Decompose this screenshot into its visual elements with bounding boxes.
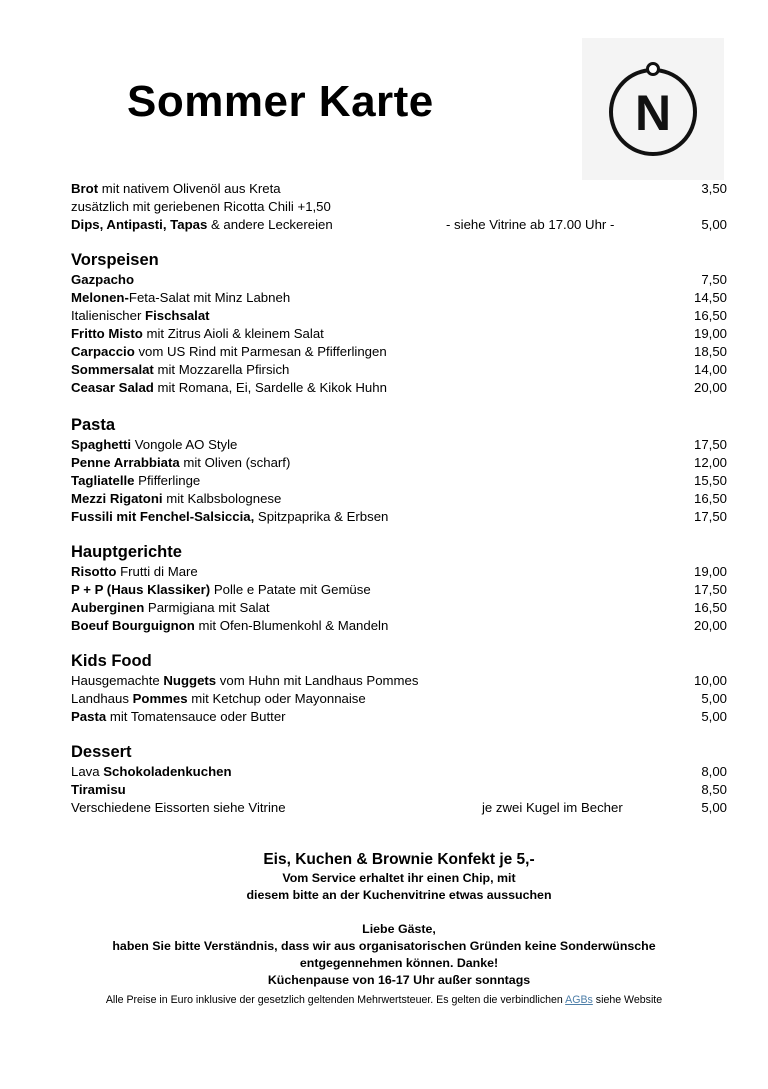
item-name: Fritto Misto	[71, 326, 143, 341]
section-title: Pasta	[71, 416, 116, 434]
item-desc: mit Romana, Ei, Sardelle & Kikok Huhn	[153, 380, 387, 395]
legal-suffix: siehe Website	[592, 994, 663, 1006]
item-price: 10,00	[693, 673, 727, 688]
item-desc: Spitzpaprika & Erbsen	[254, 509, 389, 524]
n-logo-icon	[582, 38, 724, 180]
menu-item	[71, 436, 727, 454]
item-price: 19,00	[693, 326, 727, 341]
menu-item	[71, 271, 727, 289]
legal-text: Alle Preise in Euro inklusive der gesetzlich geltenden Mehrwertsteuer. Es gelten die verbindlichen	[105, 994, 566, 1006]
item-name: Nuggets	[163, 673, 217, 688]
menu-item	[71, 454, 727, 472]
item-desc: Feta-Salat mit Minz Labneh	[128, 290, 291, 305]
section-title: Dessert	[71, 743, 132, 761]
item-price: 14,50	[693, 290, 727, 305]
item-price: 7,50	[701, 272, 727, 287]
footer-line: haben Sie bitte Verständnis, dass wir aus organisatorischen Gründen keine Sonderwünsche	[112, 939, 656, 953]
item-desc: mit Tomatensauce oder Butter	[106, 709, 286, 724]
item-price: 5,00	[701, 691, 727, 706]
menu-item	[71, 508, 727, 526]
menu	[71, 180, 727, 817]
item-name: Penne Arrabbiata	[71, 455, 180, 470]
menu-item	[71, 599, 727, 617]
item-prefix: Hausgemachte	[71, 673, 164, 688]
item-name: Sommersalat	[71, 362, 154, 377]
item-name: Mezzi Rigatoni	[71, 491, 163, 506]
item-name: Fischsalat	[145, 308, 210, 323]
item-desc: mit Mozzarella Pfirsich	[153, 362, 290, 377]
menu-item	[71, 490, 727, 508]
item-name: Gazpacho	[71, 272, 135, 287]
item-prefix: Italienischer	[71, 308, 146, 323]
item-prefix: Verschiedene Eissorten siehe Vitrine	[71, 800, 286, 815]
item-desc: Parmigiana mit Salat	[144, 600, 270, 615]
menu-item	[71, 672, 727, 690]
menu-item	[71, 216, 727, 234]
menu-item	[71, 379, 727, 397]
logo	[582, 38, 724, 180]
item-price: 14,00	[693, 362, 727, 377]
menu-item	[71, 799, 727, 817]
footer	[0, 850, 768, 989]
item-name: Melonen-	[71, 290, 129, 305]
item-price: 8,00	[701, 764, 727, 779]
item-name: Pommes	[132, 691, 188, 706]
item-name: Pasta	[71, 709, 107, 724]
footer-line: Vom Service erhaltet ihr einen Chip, mit	[282, 871, 516, 885]
menu-item	[71, 690, 727, 708]
item-price: 18,50	[693, 344, 727, 359]
legal-note	[0, 993, 768, 1007]
section-title: Kids Food	[71, 652, 152, 670]
agb-link[interactable]: AGBs	[565, 994, 593, 1006]
item-price: 16,50	[693, 600, 727, 615]
item-price: 5,00	[701, 217, 727, 232]
item-name: Tiramisu	[71, 782, 126, 797]
item-note: je zwei Kugel im Becher	[482, 800, 623, 815]
item-name: Schokoladenkuchen	[103, 764, 232, 779]
item-desc: Polle e Patate mit Gemüse	[210, 582, 371, 597]
item-desc: mit Ketchup oder Mayonnaise	[187, 691, 366, 706]
menu-item	[71, 307, 727, 325]
item-name: Ceasar Salad	[71, 380, 154, 395]
footer-line: entgegennehmen können. Danke!	[299, 956, 499, 970]
item-name: Tagliatelle	[71, 473, 135, 488]
item-desc: Frutti di Mare	[116, 564, 198, 579]
footer-greeting: Liebe Gäste,	[362, 922, 436, 936]
item-desc: mit Ofen-Blumenkohl & Mandeln	[194, 618, 389, 633]
item-price: 12,00	[693, 455, 727, 470]
item-name: Spaghetti	[71, 437, 132, 452]
item-name: Fussili mit Fenchel-Salsiccia,	[71, 509, 255, 524]
menu-item	[71, 472, 727, 490]
section-title: Hauptgerichte	[71, 543, 182, 561]
item-price: 16,50	[693, 491, 727, 506]
logo-letter: N	[634, 85, 672, 141]
item-price: 20,00	[693, 618, 727, 633]
menu-item	[71, 343, 727, 361]
footer-kitchen-break: Küchenpause von 16-17 Uhr außer sonntags	[267, 973, 531, 987]
item-price: 20,00	[693, 380, 727, 395]
menu-item	[71, 325, 727, 343]
item-desc: Pfifferlinge	[134, 473, 201, 488]
item-desc: mit Zitrus Aioli & kleinem Salat	[142, 326, 324, 341]
item-prefix: Lava	[71, 764, 104, 779]
item-note: - siehe Vitrine ab 17.00 Uhr -	[446, 217, 615, 232]
menu-item	[71, 708, 727, 726]
menu-item	[71, 361, 727, 379]
item-desc: mit Oliven (scharf)	[179, 455, 291, 470]
menu-item	[71, 180, 727, 198]
item-prefix: Landhaus	[71, 691, 133, 706]
item-price: 16,50	[693, 308, 727, 323]
item-desc: mit nativem Olivenöl aus Kreta	[98, 181, 281, 196]
item-price: 5,00	[701, 709, 727, 724]
menu-sections	[71, 249, 727, 817]
item-price: 17,50	[693, 437, 727, 452]
item-desc: zusätzlich mit geriebenen Ricotta Chili +1,50	[71, 199, 331, 214]
item-name: Auberginen	[71, 600, 145, 615]
item-name: Risotto	[71, 564, 117, 579]
item-desc: vom US Rind mit Parmesan & Pfifferlingen	[134, 344, 387, 359]
item-desc: vom Huhn mit Landhaus Pommes	[216, 673, 419, 688]
menu-item	[71, 563, 727, 581]
item-desc: mit Kalbsbolognese	[162, 491, 282, 506]
item-price: 17,50	[693, 509, 727, 524]
item-name: Dips, Antipasti, Tapas	[71, 217, 208, 232]
menu-item	[71, 289, 727, 307]
footer-headline: Eis, Kuchen & Brownie Konfekt je 5,-	[263, 851, 535, 868]
menu-item	[71, 763, 727, 781]
item-name: P + P (Haus Klassiker)	[71, 582, 211, 597]
section-title: Vorspeisen	[71, 251, 159, 269]
item-price: 19,00	[693, 564, 727, 579]
item-price: 17,50	[693, 582, 727, 597]
menu-item	[71, 198, 727, 216]
menu-item	[71, 781, 727, 799]
item-price: 8,50	[701, 782, 727, 797]
item-price: 3,50	[701, 181, 727, 196]
item-name: Boeuf Bourguignon	[71, 618, 195, 633]
item-price: 15,50	[693, 473, 727, 488]
menu-item	[71, 581, 727, 599]
item-price: 5,00	[701, 800, 727, 815]
page-title: Sommer Karte	[127, 77, 434, 126]
menu-item	[71, 617, 727, 635]
footer-line: diesem bitte an der Kuchenvitrine etwas aussuchen	[246, 888, 552, 902]
item-desc: Vongole AO Style	[131, 437, 238, 452]
item-desc: & andere Leckereien	[207, 217, 333, 232]
item-name: Carpaccio	[71, 344, 135, 359]
item-name: Brot	[71, 181, 99, 196]
